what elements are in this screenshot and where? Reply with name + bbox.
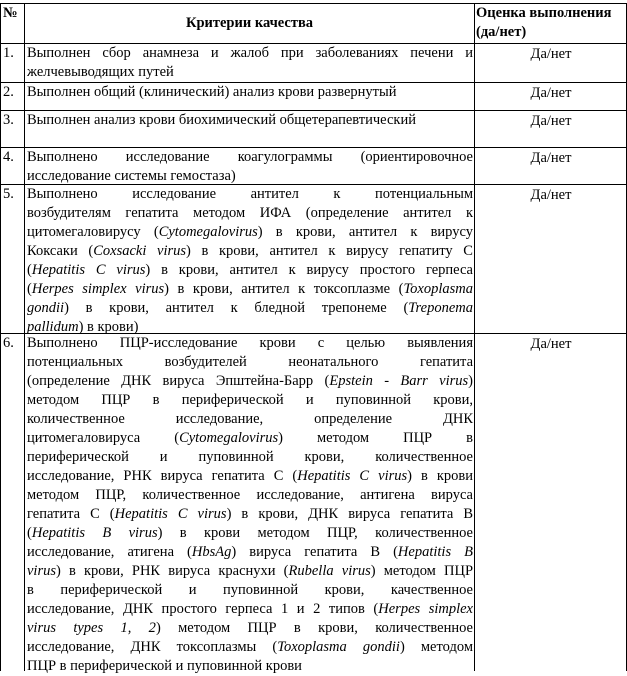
row-number: 5.	[3, 186, 14, 202]
header-evaluation-line2: (да/нет)	[476, 24, 527, 40]
criterion-line: возбудителям гепатита методом ИФА (определение антител к	[27, 205, 473, 221]
criterion-line: Коксаки (Coxsacki virus) в крови, антител к вирусу гепатиту С	[27, 243, 473, 259]
criterion-line: потенциальных возбудителей неонатального гепатита	[27, 354, 473, 370]
criterion-line: virus types 1, 2) методом ПЦР в крови, количественное	[27, 620, 473, 636]
criterion-line: исследование, РНК вируса гепатита С (Hepatitis C virus) в крови	[27, 468, 474, 484]
row-number: 6.	[3, 335, 14, 351]
criterion-line: исследование, атигена (HbsAg) вируса гепатита В (Hepatitis B	[27, 544, 473, 560]
row-number: 3.	[3, 112, 14, 128]
criterion-line: Выполнено исследование антител к потенциальным	[27, 186, 473, 202]
criterion-line: методом ПЦР, количественное исследование, антигена вируса	[27, 487, 473, 503]
header-number: №	[3, 5, 18, 21]
criterion-line: Выполнено ПЦР-исследование крови с целью выявления	[27, 335, 473, 351]
evaluation-value: Да/нет	[530, 46, 572, 62]
evaluation-value: Да/нет	[530, 85, 572, 101]
row-number: 1.	[3, 45, 14, 61]
header-evaluation-line1: Оценка выполнения	[476, 5, 612, 21]
criterion-text	[27, 83, 473, 102]
header-criteria: Критерии качества	[185, 15, 314, 31]
criterion-line: (Hepatitis B virus) в крови методом ПЦР, количественное	[27, 525, 473, 541]
criterion-line: цитомегаловируса (Cytomegalovirus) методом ПЦР в	[27, 430, 473, 446]
criterion-line: гепатита С (Hepatitis C virus) в крови, ДНК вируса гепатита В	[27, 506, 473, 522]
row-number: 2.	[3, 84, 14, 100]
row-number: 4.	[3, 149, 14, 165]
evaluation-value: Да/нет	[530, 187, 572, 203]
evaluation-value: Да/нет	[530, 336, 572, 352]
criterion-line: Выполнен анализ крови биохимический общетерапевтический	[27, 112, 416, 128]
criterion-line: методом ПЦР в периферической и пуповинной крови,	[27, 392, 473, 408]
criterion-line: исследование, ДНК токсоплазмы (Toxoplasma gondii) методом	[27, 639, 473, 655]
criterion-line: Выполнен общий (клинический) анализ крови развернутый	[27, 84, 397, 100]
table-border-left	[0, 3, 1, 671]
criterion-line: исследование системы гемостаза)	[27, 168, 236, 184]
criterion-line: цитомегаловирусу (Cytomegalovirus) в крови, антител к вирусу	[27, 224, 473, 240]
header-evaluation	[476, 4, 627, 42]
criterion-line: Выполнено исследование коагулограммы (ориентировочное	[27, 149, 473, 165]
criterion-line: желчевыводящих путей	[27, 64, 174, 80]
column-divider-num	[24, 3, 25, 671]
criterion-line: в периферической и пуповинной крови, качественное	[27, 582, 473, 598]
criterion-line: ПЦР в периферической и пуповинной крови	[27, 658, 302, 674]
criterion-line: (Hepatitis C virus) в крови, антител к вирусу простого герпеса	[27, 262, 473, 278]
criterion-line: исследование, ДНК простого герпеса 1 и 2 типов (Herpes simplex	[27, 601, 473, 617]
criterion-text	[27, 44, 473, 82]
criterion-text	[27, 111, 473, 130]
criterion-line: (определение ДНК вируса Эпштейна-Барр (Epstein - Barr virus)	[27, 373, 473, 389]
criterion-line: Выполнен сбор анамнеза и жалоб при заболеваниях печени и	[27, 45, 473, 61]
criterion-line: периферической и пуповинной крови, количественное	[27, 449, 473, 465]
criterion-line: pallidum) в крови)	[27, 319, 139, 335]
criterion-line: gondii) в крови, антител к бледной трепонеме (Treponema	[27, 300, 473, 316]
criterion-line: virus) в крови, РНК вируса краснухи (Rubella virus) методом ПЦР	[27, 563, 474, 579]
criterion-text	[27, 185, 473, 337]
criterion-line: количественное исследование, определение ДНК	[27, 411, 473, 427]
evaluation-value: Да/нет	[530, 150, 572, 166]
evaluation-value: Да/нет	[530, 113, 572, 129]
criterion-text	[27, 334, 473, 676]
criterion-text	[27, 148, 473, 186]
criterion-line: (Herpes simplex virus) в крови, антител к токсоплазме (Toxoplasma	[27, 281, 473, 297]
